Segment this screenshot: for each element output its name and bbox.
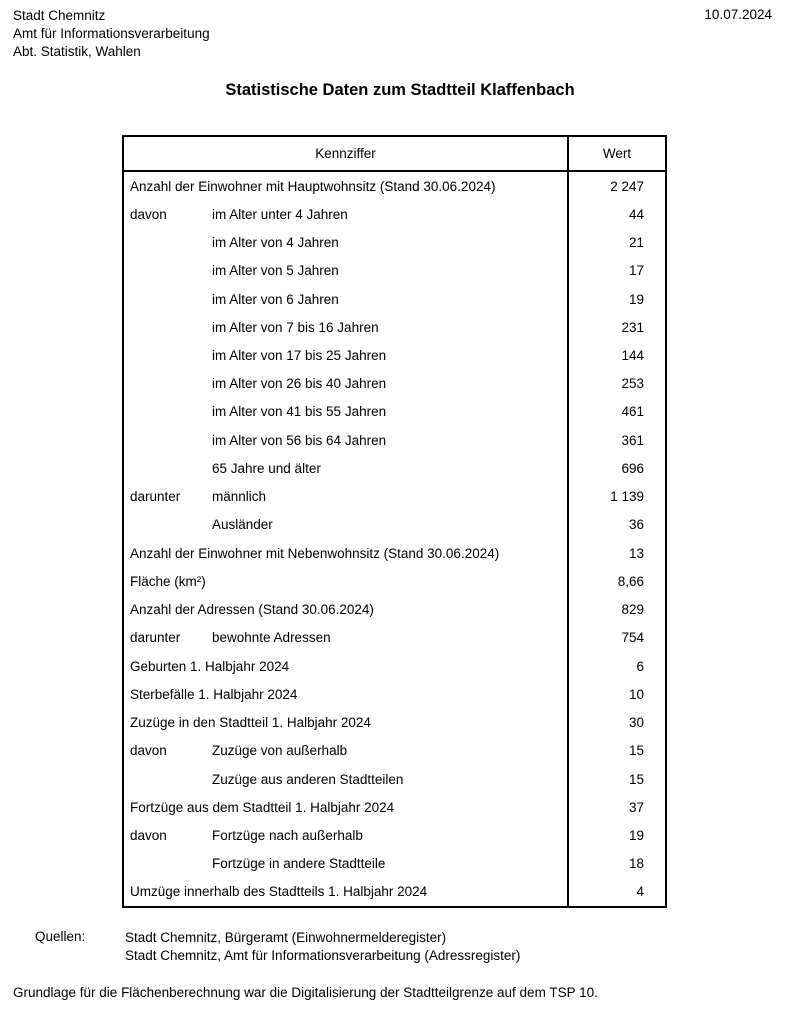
wert-cell: 696 (567, 454, 665, 482)
table-row (124, 257, 665, 285)
table-row (124, 708, 665, 736)
wert-cell: 21 (567, 228, 665, 256)
table-row (124, 511, 665, 539)
kennziffer-cell (124, 624, 567, 652)
kennziffer-cell (124, 285, 567, 313)
table-row (124, 539, 665, 567)
wert-cell: 44 (567, 200, 665, 228)
document-date: 10.07.2024 (704, 7, 772, 22)
wert-cell: 19 (567, 821, 665, 849)
kennziffer-cell (124, 765, 567, 793)
wert-cell: 361 (567, 426, 665, 454)
kennziffer-cell (124, 313, 567, 341)
wert-cell: 231 (567, 313, 665, 341)
row-prefix: davon (130, 743, 167, 759)
kennziffer-cell (124, 483, 567, 511)
table-row (124, 228, 665, 256)
row-label: Anzahl der Einwohner mit Hauptwohnsitz (Stand 30.06.2024) (130, 178, 496, 194)
wert-cell: 6 (567, 652, 665, 680)
table-row (124, 313, 665, 341)
table-row (124, 454, 665, 482)
kennziffer-cell (124, 370, 567, 398)
wert-cell: 4 (567, 878, 665, 906)
kennziffer-cell (124, 680, 567, 708)
kennziffer-cell (124, 511, 567, 539)
row-label: im Alter unter 4 Jahren (212, 206, 348, 222)
table-body (124, 172, 665, 906)
kennziffer-cell (124, 228, 567, 256)
table-row (124, 370, 665, 398)
row-label: Zuzüge von außerhalb (212, 743, 348, 759)
sources-label: Quellen: (35, 929, 86, 944)
wert-cell: 829 (567, 596, 665, 624)
source-line-1: Stadt Chemnitz, Bürgeramt (Einwohnermelderegister) (125, 930, 447, 945)
sources-block (35, 929, 520, 964)
table-row (124, 878, 665, 906)
wert-cell: 8,66 (567, 567, 665, 595)
letterhead-line-1: Stadt Chemnitz (13, 8, 106, 23)
letterhead-line-3: Abt. Statistik, Wahlen (13, 44, 141, 59)
kennziffer-cell (124, 454, 567, 482)
wert-cell: 17 (567, 257, 665, 285)
row-prefix: darunter (130, 630, 181, 646)
row-label: Fortzüge nach außerhalb (212, 828, 363, 843)
table-row (124, 426, 665, 454)
footnote: Grundlage für die Flächenberechnung war die Digitalisierung der Stadtteilgrenze auf dem TSP 10. (13, 985, 598, 1000)
row-label: bewohnte Adressen (212, 630, 331, 646)
page-title: Statistische Daten zum Stadtteil Klaffenbach (225, 81, 575, 99)
statistics-table (122, 135, 667, 908)
table-row (124, 200, 665, 228)
table-row (124, 341, 665, 369)
row-label: Umzüge innerhalb des Stadtteils 1. Halbjahr 2024 (130, 884, 428, 900)
table-row (124, 624, 665, 652)
kennziffer-cell (124, 708, 567, 736)
table-row (124, 285, 665, 313)
letterhead-line-2: Amt für Informationsverarbeitung (13, 26, 210, 41)
row-label: im Alter von 41 bis 55 Jahren (212, 404, 387, 420)
table-row (124, 483, 665, 511)
wert-cell: 19 (567, 285, 665, 313)
table-row (124, 652, 665, 680)
table-row (124, 596, 665, 624)
row-label: im Alter von 56 bis 64 Jahren (212, 432, 387, 448)
row-label: Anzahl der Adressen (Stand 30.06.2024) (130, 602, 374, 618)
kennziffer-cell (124, 426, 567, 454)
wert-cell: 15 (567, 765, 665, 793)
row-label: Fortzüge aus dem Stadtteil 1. Halbjahr 2024 (130, 799, 395, 815)
row-prefix: davon (130, 206, 167, 222)
row-label: im Alter von 26 bis 40 Jahren (212, 376, 387, 392)
row-label: Zuzüge aus anderen Stadtteilen (212, 771, 404, 787)
wert-cell: 1 139 (567, 483, 665, 511)
row-label: Fläche (km²) (130, 573, 206, 589)
kennziffer-cell (124, 850, 567, 878)
kennziffer-cell (124, 793, 567, 821)
row-label: Anzahl der Einwohner mit Nebenwohnsitz (Stand 30.06.2024) (130, 545, 500, 561)
kennziffer-cell (124, 341, 567, 369)
table-row (124, 765, 665, 793)
row-label: Fortzüge in andere Stadtteile (212, 856, 386, 872)
row-label: Sterbefälle 1. Halbjahr 2024 (130, 686, 298, 702)
kennziffer-cell (124, 172, 567, 200)
kennziffer-cell (124, 878, 567, 906)
wert-cell: 37 (567, 793, 665, 821)
row-label: im Alter von 5 Jahren (212, 263, 339, 279)
row-prefix: darunter (130, 489, 181, 505)
wert-cell: 10 (567, 680, 665, 708)
wert-cell: 754 (567, 624, 665, 652)
wert-cell: 36 (567, 511, 665, 539)
kennziffer-cell (124, 398, 567, 426)
kennziffer-cell (124, 652, 567, 680)
row-label: männlich (212, 489, 267, 505)
row-label: 65 Jahre und älter (212, 460, 321, 476)
row-label: im Alter von 7 bis 16 Jahren (212, 319, 379, 335)
column-header-kennziffer: Kennziffer (315, 146, 376, 161)
table-header-row (124, 137, 665, 172)
row-prefix: davon (130, 828, 167, 843)
wert-cell: 2 247 (567, 172, 665, 200)
table-row (124, 821, 665, 849)
row-label: Zuzüge in den Stadtteil 1. Halbjahr 2024 (130, 715, 371, 731)
wert-cell: 144 (567, 341, 665, 369)
letterhead (13, 7, 210, 61)
table-row (124, 567, 665, 595)
wert-cell: 15 (567, 737, 665, 765)
row-label: Geburten 1. Halbjahr 2024 (130, 658, 290, 674)
kennziffer-cell (124, 539, 567, 567)
sources-lines (125, 929, 520, 964)
kennziffer-cell (124, 257, 567, 285)
row-label: Ausländer (212, 517, 273, 533)
column-header-wert: Wert (567, 137, 665, 170)
table-row (124, 398, 665, 426)
wert-cell: 30 (567, 708, 665, 736)
table-row (124, 850, 665, 878)
kennziffer-cell (124, 567, 567, 595)
row-label: im Alter von 6 Jahren (212, 291, 339, 307)
kennziffer-cell (124, 596, 567, 624)
kennziffer-cell (124, 737, 567, 765)
row-label: im Alter von 4 Jahren (212, 235, 339, 251)
wert-cell: 18 (567, 850, 665, 878)
kennziffer-cell (124, 200, 567, 228)
table-row (124, 680, 665, 708)
table-row (124, 737, 665, 765)
row-label: im Alter von 17 bis 25 Jahren (212, 348, 387, 364)
table-row (124, 172, 665, 200)
wert-cell: 253 (567, 370, 665, 398)
source-line-2: Stadt Chemnitz, Amt für Informationsverarbeitung (Adressregister) (125, 947, 521, 963)
wert-cell: 461 (567, 398, 665, 426)
table-row (124, 793, 665, 821)
kennziffer-cell (124, 821, 567, 849)
wert-cell: 13 (567, 539, 665, 567)
